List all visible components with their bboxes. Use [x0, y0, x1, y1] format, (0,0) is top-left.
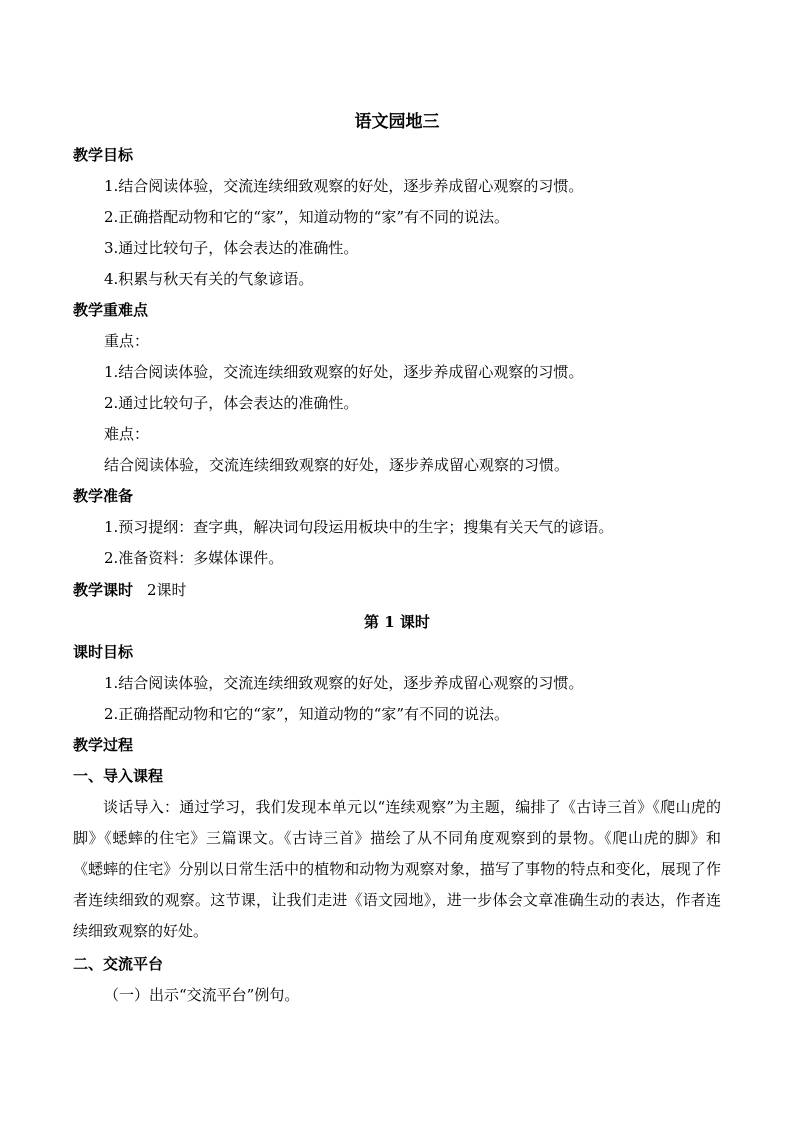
lesson-title: 第 1 课时	[364, 613, 430, 631]
objective-item: 4.积累与秋天有关的气象谚语。	[104, 270, 314, 288]
periods-value: 2课时	[147, 581, 187, 599]
key-points-heading: 教学重难点	[73, 301, 149, 319]
difficulty-label: 难点：	[104, 425, 150, 443]
periods-row	[73, 580, 733, 600]
objective-item: 2.正确搭配动物和它的“家”，知道动物的“家”有不同的说法。	[104, 208, 509, 226]
periods-heading: 教学课时	[73, 581, 134, 599]
page-title: 语文园地三	[354, 112, 440, 132]
focus-item: 2.通过比较句子，体会表达的准确性。	[104, 394, 359, 412]
exchange-item: （一）出示“交流平台”例句。	[104, 986, 300, 1004]
objective-item: 1.结合阅读体验，交流连续细致观察的好处，逐步养成留心观察的习惯。	[104, 177, 584, 195]
process-heading: 教学过程	[73, 736, 134, 754]
section-heading-intro: 一、导入课程	[73, 767, 164, 785]
focus-item: 1.结合阅读体验，交流连续细致观察的好处，逐步养成留心观察的习惯。	[104, 363, 584, 381]
focus-label: 重点：	[104, 332, 150, 350]
difficulty-text: 结合阅读体验，交流连续细致观察的好处，逐步养成留心观察的习惯。	[104, 456, 570, 474]
preparation-heading: 教学准备	[73, 487, 134, 505]
lesson-objective-item: 1.结合阅读体验，交流连续细致观察的好处，逐步养成留心观察的习惯。	[104, 674, 584, 692]
objectives-heading: 教学目标	[73, 146, 134, 164]
lesson-objective-item: 2.正确搭配动物和它的“家”，知道动物的“家”有不同的说法。	[104, 705, 509, 723]
preparation-item: 2.准备资料：多媒体课件。	[104, 549, 284, 567]
intro-paragraph: 谈话导入：通过学习，我们发现本单元以“连续观察”为主题，编排了《古诗三首》《爬山虎的脚》《蟋蟀的住宅》三篇课文。《古诗三首》描绘了从不同角度观察到的景物。《爬山虎的脚》和《蟋蟀的住宅》分别以日常生活中的植物和动物为观察对象，描写了事物的特点和变化，展现了作者连续细致的观察。这节课，让我们走进《语文园地》，进一步体会文章准确生动的表达，作者连续细致观察的好处。	[73, 798, 721, 940]
section-heading-exchange: 二、交流平台	[73, 955, 164, 973]
preparation-item: 1.预习提纲：查字典，解决词句段运用板块中的生字；搜集有关天气的谚语。	[104, 518, 614, 536]
lesson-objectives-heading: 课时目标	[73, 643, 134, 661]
objective-item: 3.通过比较句子，体会表达的准确性。	[104, 239, 359, 257]
